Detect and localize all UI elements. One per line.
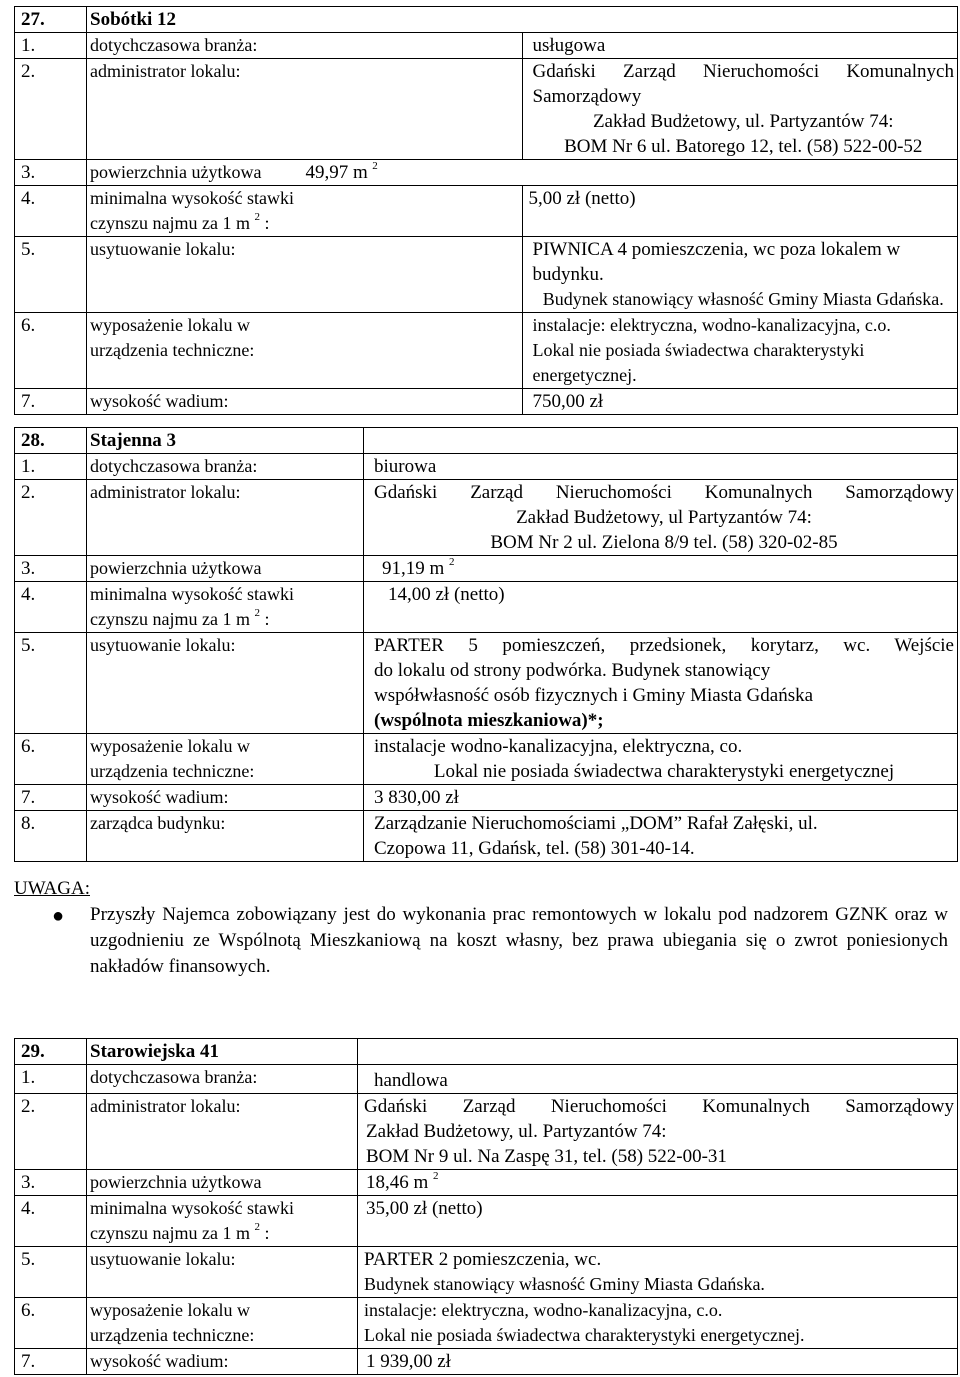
row-value: 750,00 zł <box>522 389 958 415</box>
row-area <box>15 1170 958 1196</box>
admin-line: Gdański Zarząd Nieruchomości Komunalnych Samorządowy <box>364 1096 954 1117</box>
row-equipment <box>15 734 958 785</box>
row-value <box>364 811 958 862</box>
row-deposit <box>15 389 958 415</box>
location-line: do lokalu od strony podwórka. Budynek stanowiący <box>374 660 771 681</box>
rent-label-line <box>90 1221 354 1246</box>
row-value: handlowa <box>358 1065 958 1094</box>
row-number: 3. <box>15 556 87 582</box>
row-area <box>15 160 958 186</box>
row-value <box>358 1094 958 1170</box>
equipment-label-line: wyposażenie lokalu w <box>90 315 250 335</box>
note-section <box>14 876 948 980</box>
equipment-line: instalacje: elektryczna, wodno-kanalizacyjna, c.o. <box>364 1300 723 1320</box>
row-label: wysokość wadium: <box>87 389 523 415</box>
row-label: wysokość wadium: <box>87 785 364 811</box>
admin-line: Gdański Zarząd Nieruchomości Komunalnych Samorządowy <box>532 61 954 107</box>
row-location <box>15 633 958 734</box>
row-label: powierzchnia użytkowa <box>87 1170 358 1196</box>
rent-label-text: : <box>259 1223 270 1243</box>
note-item <box>52 902 948 980</box>
row-label: dotychczasowa branża: <box>87 1065 358 1094</box>
row-number: 2. <box>15 480 87 556</box>
row-number: 6. <box>15 1298 87 1349</box>
listing-number: 29. <box>15 1039 87 1065</box>
admin-line: Zakład Budżetowy, ul. Partyzantów 74: <box>366 1121 667 1142</box>
row-label <box>87 186 523 237</box>
row-deposit <box>15 1349 958 1375</box>
row-number: 7. <box>15 785 87 811</box>
row-deposit <box>15 785 958 811</box>
equipment-label-line: wyposażenie lokalu w <box>90 736 250 756</box>
row-area <box>15 556 958 582</box>
equipment-label-line: urządzenia techniczne: <box>90 1325 255 1345</box>
row-administrator <box>15 59 958 160</box>
listing-27-table <box>14 6 958 415</box>
row-value <box>522 237 958 313</box>
header-empty <box>364 428 958 454</box>
equipment-line: Lokal nie posiada świadectwa charakterystyki energetycznej. <box>532 340 865 385</box>
note-text: Przyszły Najemca zobowiązany jest do wykonania prac remontowych w lokalu pod nadzorem GZNK oraz w uzgodnieniu ze Wspólnotą Mieszkaniową na koszt własny, bez prawa ubiegania się o zwrot poniesionych nakładów finansowych. <box>90 904 948 977</box>
superscript: 2 <box>449 556 455 568</box>
admin-line: Zakład Budżetowy, ul. Partyzantów 74: <box>592 111 894 132</box>
row-number: 1. <box>15 1065 87 1094</box>
row-label: usytuowanie lokalu: <box>87 1247 358 1298</box>
row-branch <box>15 454 958 480</box>
admin-line: BOM Nr 2 ul. Zielona 8/9 tel. (58) 320-02-85 <box>490 532 838 553</box>
row-label <box>87 160 958 186</box>
row-label: administrator lokalu: <box>87 59 523 160</box>
row-label: dotychczasowa branża: <box>87 454 364 480</box>
header-empty <box>358 1039 958 1065</box>
rent-label-text: : <box>259 213 270 233</box>
row-label <box>87 313 523 389</box>
row-value <box>522 59 958 160</box>
location-line: Budynek stanowiący własność Gminy Miasta Gdańska. <box>364 1274 765 1294</box>
row-number: 5. <box>15 1247 87 1298</box>
listing-address: Sobótki 12 <box>87 7 958 33</box>
row-number: 7. <box>15 1349 87 1375</box>
row-value <box>364 480 958 556</box>
listing-header <box>15 1039 958 1065</box>
row-label <box>87 582 364 633</box>
row-number: 4. <box>15 1196 87 1247</box>
row-number: 5. <box>15 237 87 313</box>
rent-label-text: czynszu najmu za 1 m <box>90 1223 250 1243</box>
row-administrator <box>15 1094 958 1170</box>
listing-header <box>15 7 958 33</box>
row-number: 6. <box>15 313 87 389</box>
row-label <box>87 1298 358 1349</box>
row-number: 3. <box>15 160 87 186</box>
bullet-icon: ● <box>52 905 65 927</box>
admin-line: Gdański Zarząd Nieruchomości Komunalnych Samorządowy <box>374 482 954 503</box>
row-value <box>364 734 958 785</box>
equipment-line: instalacje wodno-kanalizacyjna, elektryczna, co. <box>374 736 743 757</box>
row-number: 1. <box>15 33 87 59</box>
row-number: 2. <box>15 59 87 160</box>
rent-label-line <box>90 607 360 632</box>
row-branch <box>15 1065 958 1094</box>
rent-label-text: : <box>259 609 270 629</box>
area-value: 91,19 m <box>382 558 445 579</box>
equipment-line: Lokal nie posiada świadectwa charakterystyki energetycznej. <box>364 1325 805 1345</box>
row-value: 3 830,00 zł <box>364 785 958 811</box>
row-label: zarządca budynku: <box>87 811 364 862</box>
row-equipment <box>15 313 958 389</box>
row-branch <box>15 33 958 59</box>
row-label: usytuowanie lokalu: <box>87 633 364 734</box>
row-manager <box>15 811 958 862</box>
rent-label-text: czynszu najmu za 1 m <box>90 609 250 629</box>
superscript: 2 <box>254 1221 260 1233</box>
row-rent <box>15 186 958 237</box>
area-label: powierzchnia użytkowa <box>90 162 262 182</box>
row-number: 3. <box>15 1170 87 1196</box>
row-label <box>87 734 364 785</box>
listing-header <box>15 428 958 454</box>
row-number: 5. <box>15 633 87 734</box>
location-line: PIWNICA 4 pomieszczenia, wc poza lokalem w budynku. <box>532 239 901 285</box>
row-number: 7. <box>15 389 87 415</box>
area-value: 49,97 m <box>305 162 368 183</box>
location-line: PARTER 2 pomieszczenia, wc. <box>364 1249 602 1270</box>
row-value: 14,00 zł (netto) <box>364 582 958 633</box>
row-value: 35,00 zł (netto) <box>358 1196 958 1247</box>
row-number: 4. <box>15 582 87 633</box>
manager-line: Zarządzanie Nieruchomościami „DOM” Rafał Załęski, ul. <box>374 813 818 834</box>
row-location <box>15 1247 958 1298</box>
row-label: usytuowanie lokalu: <box>87 237 523 313</box>
row-value <box>522 313 958 389</box>
rent-label-line: minimalna wysokość stawki <box>90 584 294 604</box>
equipment-label-line: urządzenia techniczne: <box>90 761 255 781</box>
rent-label-text: czynszu najmu za 1 m <box>90 213 250 233</box>
note-list <box>14 902 948 980</box>
row-label: powierzchnia użytkowa <box>87 556 364 582</box>
row-number: 8. <box>15 811 87 862</box>
rent-label-line <box>90 211 519 236</box>
location-line: Budynek stanowiący własność Gminy Miasta Gdańska. <box>542 289 944 309</box>
rent-label-line: minimalna wysokość stawki <box>90 1198 294 1218</box>
row-administrator <box>15 480 958 556</box>
rent-label-line: minimalna wysokość stawki <box>90 188 294 208</box>
note-title: UWAGA: <box>14 878 90 899</box>
row-label <box>87 1196 358 1247</box>
row-location <box>15 237 958 313</box>
area-value: 18,46 m <box>366 1172 429 1193</box>
superscript: 2 <box>433 1170 439 1182</box>
row-number: 4. <box>15 186 87 237</box>
listing-28-table <box>14 427 958 862</box>
row-value <box>358 1298 958 1349</box>
row-value: usługowa <box>522 33 958 59</box>
listing-number: 27. <box>15 7 87 33</box>
row-value: biurowa <box>364 454 958 480</box>
location-line: współwłasność osób fizycznych i Gminy Miasta Gdańska <box>374 685 814 706</box>
admin-line: BOM Nr 9 ul. Na Zaspę 31, tel. (58) 522-00-31 <box>366 1146 727 1167</box>
row-number: 6. <box>15 734 87 785</box>
location-line: (wspólnota mieszkaniowa)*; <box>374 710 604 731</box>
row-value <box>358 1170 958 1196</box>
superscript: 2 <box>254 607 260 619</box>
equipment-line: Lokal nie posiada świadectwa charakterystyki energetycznej <box>433 761 895 782</box>
row-equipment <box>15 1298 958 1349</box>
row-value <box>364 633 958 734</box>
equipment-label-line: urządzenia techniczne: <box>90 340 255 360</box>
listing-29-table <box>14 1038 958 1375</box>
row-label: dotychczasowa branża: <box>87 33 523 59</box>
admin-line: Zakład Budżetowy, ul Partyzantów 74: <box>516 507 812 528</box>
listing-number: 28. <box>15 428 87 454</box>
manager-line: Czopowa 11, Gdańsk, tel. (58) 301-40-14. <box>374 838 695 859</box>
row-label: administrator lokalu: <box>87 1094 358 1170</box>
row-label: wysokość wadium: <box>87 1349 358 1375</box>
admin-line: BOM Nr 6 ul. Batorego 12, tel. (58) 522-00-52 <box>564 136 923 157</box>
row-value: 5,00 zł (netto) <box>522 186 958 237</box>
row-value <box>358 1247 958 1298</box>
row-rent <box>15 582 958 633</box>
location-line: PARTER 5 pomieszczeń, przedsionek, korytarz, wc. Wejście <box>374 635 954 656</box>
row-label: administrator lokalu: <box>87 480 364 556</box>
equipment-line: instalacje: elektryczna, wodno-kanalizacyjna, c.o. <box>532 315 891 335</box>
row-number: 2. <box>15 1094 87 1170</box>
equipment-label-line: wyposażenie lokalu w <box>90 1300 250 1320</box>
superscript: 2 <box>254 211 260 223</box>
row-rent <box>15 1196 958 1247</box>
row-value <box>364 556 958 582</box>
superscript: 2 <box>372 160 378 172</box>
row-value: 1 939,00 zł <box>358 1349 958 1375</box>
row-number: 1. <box>15 454 87 480</box>
listing-address: Stajenna 3 <box>87 428 364 454</box>
listing-address: Starowiejska 41 <box>87 1039 358 1065</box>
